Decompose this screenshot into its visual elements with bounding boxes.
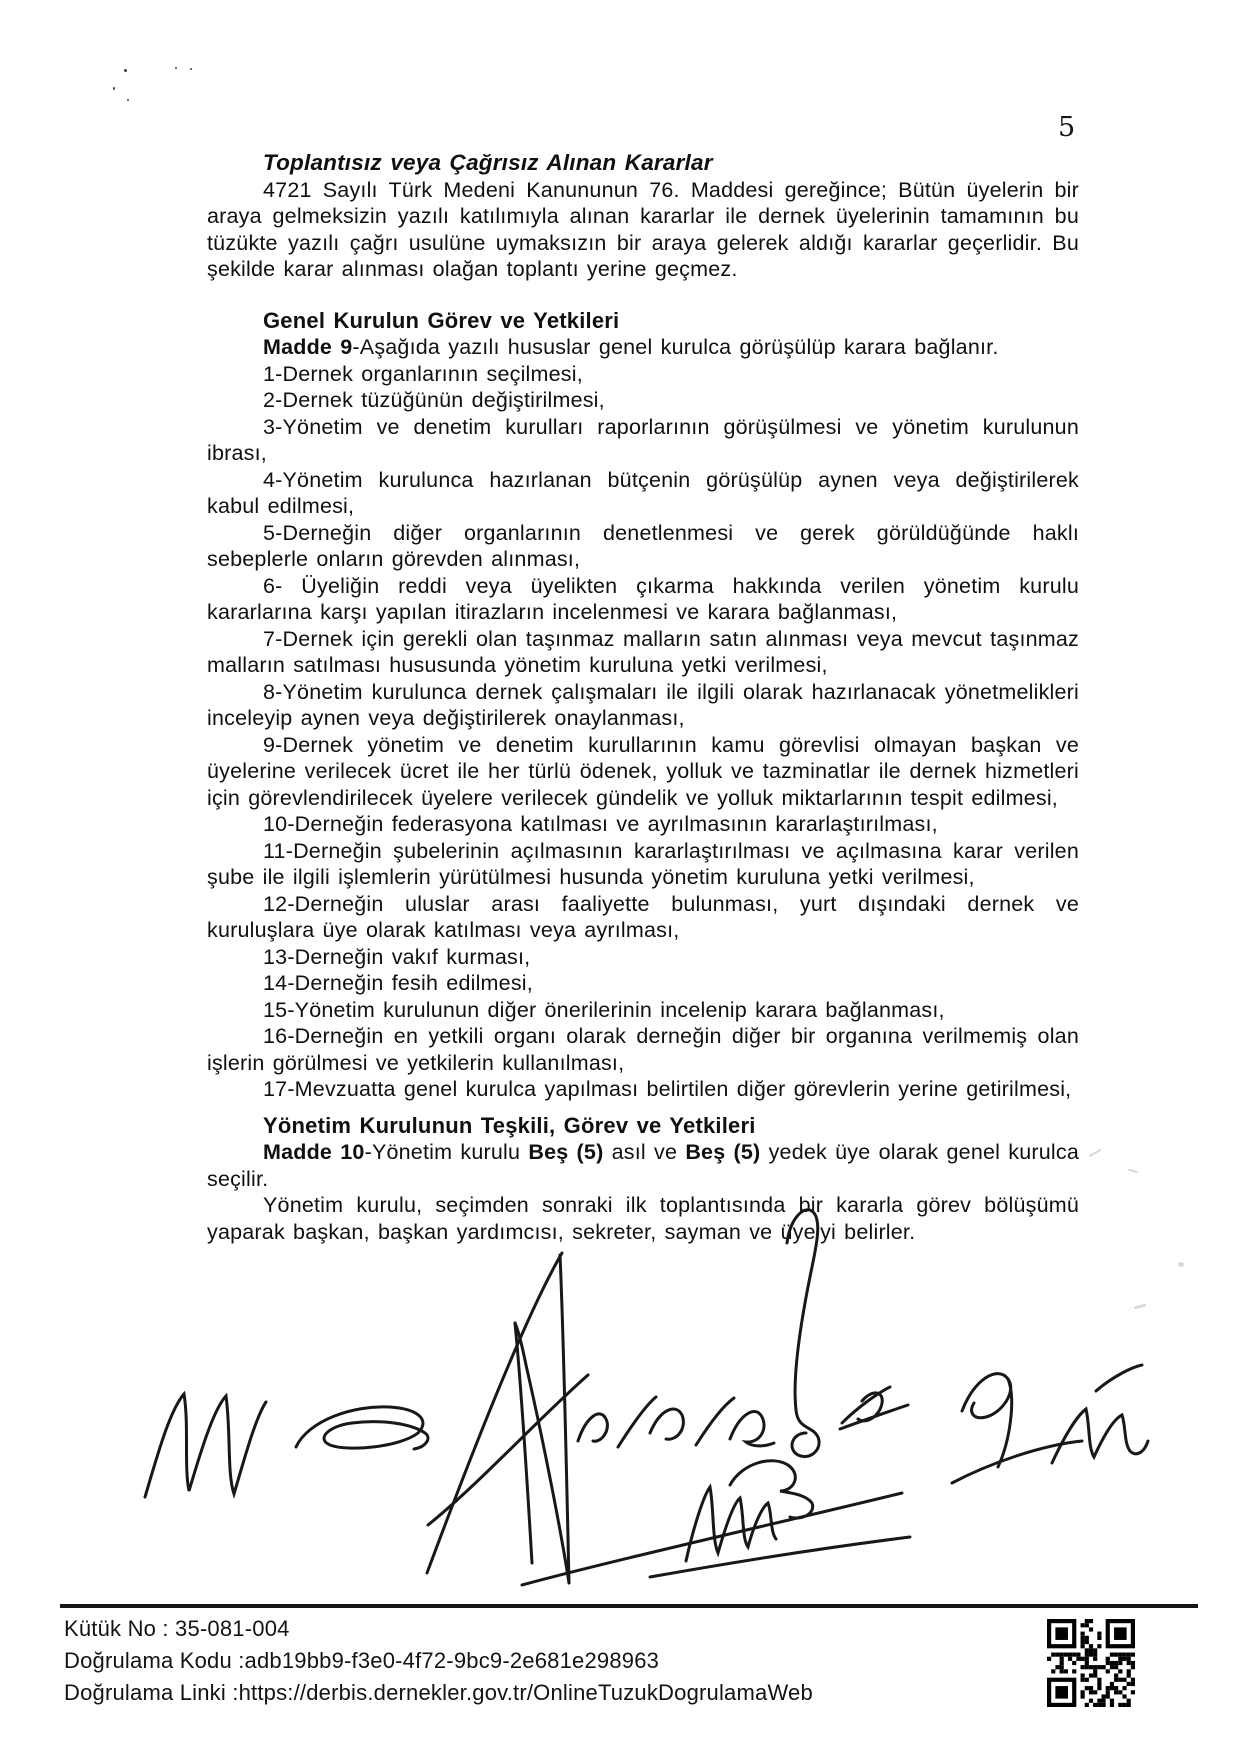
dogrulama-kodu: Doğrulama Kodu :adb19bb9-f3e0-4f72-9bc9-2e681e298963 — [64, 1648, 660, 1673]
madde-9-item: 13-Derneğin vakıf kurması, — [263, 944, 531, 969]
document-body — [207, 150, 1079, 1245]
madde-10-text-1: -Yönetim kurulu — [364, 1140, 529, 1164]
madde-10-bold-1: Beş (5) — [528, 1140, 604, 1164]
scan-artifact — [175, 67, 177, 69]
madde-9-item: 10-Derneğin federasyona katılması ve ayrılmasının kararlaştırılması, — [263, 812, 938, 836]
madde-9-item: 1-Dernek organlarının seçilmesi, — [263, 361, 583, 386]
signature-area — [90, 1195, 1190, 1615]
madde-9-item: 14-Derneğin fesih edilmesi, — [263, 971, 533, 995]
madde-9-item: 3-Yönetim ve denetim kurulları raporlarının görüşülmesi ve yönetim kurulunun ibrası, — [207, 414, 1079, 465]
section-heading-toplantisiz: Toplantısız veya Çağrısız Alınan Kararlar — [263, 150, 713, 175]
section-heading-yonetim-kurulu: Yönetim Kurulunun Teşkili, Görev ve Yetkileri — [263, 1112, 756, 1138]
madde-9-item: 11-Derneğin şubelerinin açılmasının kararlaştırılması ve açılmasına karar verilen şube ile ilgili işlemlerin yürütülmesi husunda yönetim kuruluna yetki verilmesi, — [207, 838, 1079, 889]
madde-9-intro — [207, 334, 1079, 361]
page-number: 5 — [1058, 112, 1076, 143]
madde-9-item: 12-Derneğin uluslar arası faaliyette bulunması, yurt dışındaki dernek ve kuruluşlara üye olarak katılması veya ayrılması, — [207, 891, 1079, 942]
madde-10-text-2: asıl ve — [603, 1140, 686, 1164]
dogrulama-linki: Doğrulama Linki :https://derbis.dernekler.gov.tr/OnlineTuzukDogrulamaWeb — [64, 1680, 813, 1705]
madde-9-item: 2-Dernek tüzüğünün değiştirilmesi, — [263, 388, 605, 412]
madde-9-item: 8-Yönetim kurulunca dernek çalışmaları ile ilgili olarak hazırlanacak yönetmelikleri inceleyip aynen veya değiştirilerek onaylanması, — [207, 679, 1079, 730]
madde-9-text: -Aşağıda yazılı hususlar genel kurulca görüşülüp karara bağlanır. — [352, 335, 999, 359]
madde-9-item: 17-Mevzuatta genel kurulca yapılması belirtilen diğer görevlerin yerine getirilmesi, — [263, 1077, 1072, 1101]
scan-artifact — [113, 87, 115, 90]
qr-code — [1046, 1619, 1136, 1707]
madde-9-item: 5-Derneğin diğer organlarının denetlenmesi ve gerek görüldüğünde haklı sebeplerle onların görevden alınması, — [207, 520, 1079, 571]
madde-9-item: 16-Derneğin en yetkili organı olarak derneğin diğer bir organına verilmemiş olan işlerin görülmesi ve yetkilerin kullanılması, — [207, 1024, 1079, 1075]
madde-9-item: 4-Yönetim kurulunca hazırlanan bütçenin görüşülüp aynen veya değiştirilerek kabul edilmesi, — [207, 467, 1079, 518]
madde-10-text-3: yedek üye olarak genel kurulca seçilir. — [207, 1140, 1079, 1191]
scan-artifact — [190, 68, 192, 70]
madde-9-item: 15-Yönetim kurulunun diğer önerilerinin incelenip karara bağlanması, — [263, 997, 945, 1022]
footer-divider — [60, 1604, 1198, 1608]
paragraph-yonetim-kurulu: Yönetim kurulu, seçimden sonraki ilk toplantısında bir kararla görev bölüşümü yaparak başkan, başkan yardımcısı, sekreter, sayman ve üye'yi belirler. — [207, 1193, 1079, 1244]
section-heading-genel-kurul: Genel Kurulun Görev ve Yetkileri — [263, 307, 620, 333]
madde-9-item: 7-Dernek için gerekli olan taşınmaz malların satın alınması veya mevcut taşınmaz malların satılması hususunda yönetim kuruluna yetki verilmesi, — [207, 626, 1079, 677]
signature — [145, 1210, 1148, 1585]
madde-9-label: Madde 9 — [263, 335, 353, 359]
madde-10-intro — [207, 1139, 1079, 1192]
scan-artifact — [1088, 1149, 1101, 1157]
scan-artifact — [127, 99, 129, 101]
paragraph-toplantisiz: 4721 Sayılı Türk Medeni Kanununun 76. Maddesi gereğince; Bütün üyelerin bir araya gelmeksizin yazılı katılımıyla alınan kararlar ile dernek üyelerinin tamamının bu tüzükte yazılı çağrı usulüne uymaksızın bir araya gelerek aldığı kararlar geçerlidir. Bu şekilde karar alınması olağan toplantı yerine geçmez. — [207, 177, 1079, 281]
kutuk-no: Kütük No : 35-081-004 — [64, 1616, 290, 1641]
madde-9-item: 9-Dernek yönetim ve denetim kurullarının kamu görevlisi olmayan başkan ve üyelerine verilecek ücret ile her türlü ödenek, yolluk ve tazminatlar ile dernek hizmetleri için görevlendirilecek üyelere verilecek gündelik ve yolluk miktarlarının tespit edilmesi, — [207, 732, 1079, 810]
madde-10-bold-2: Beş (5) — [685, 1140, 761, 1164]
madde-10-label: Madde 10 — [263, 1140, 365, 1164]
scan-artifact — [1128, 1169, 1138, 1174]
scan-artifact — [124, 69, 127, 72]
madde-9-item: 6- Üyeliğin reddi veya üyelikten çıkarma hakkında verilen yönetim kurulu kararlarına karşı yapılan itirazların incelenmesi ve karara bağlanması, — [207, 573, 1079, 624]
